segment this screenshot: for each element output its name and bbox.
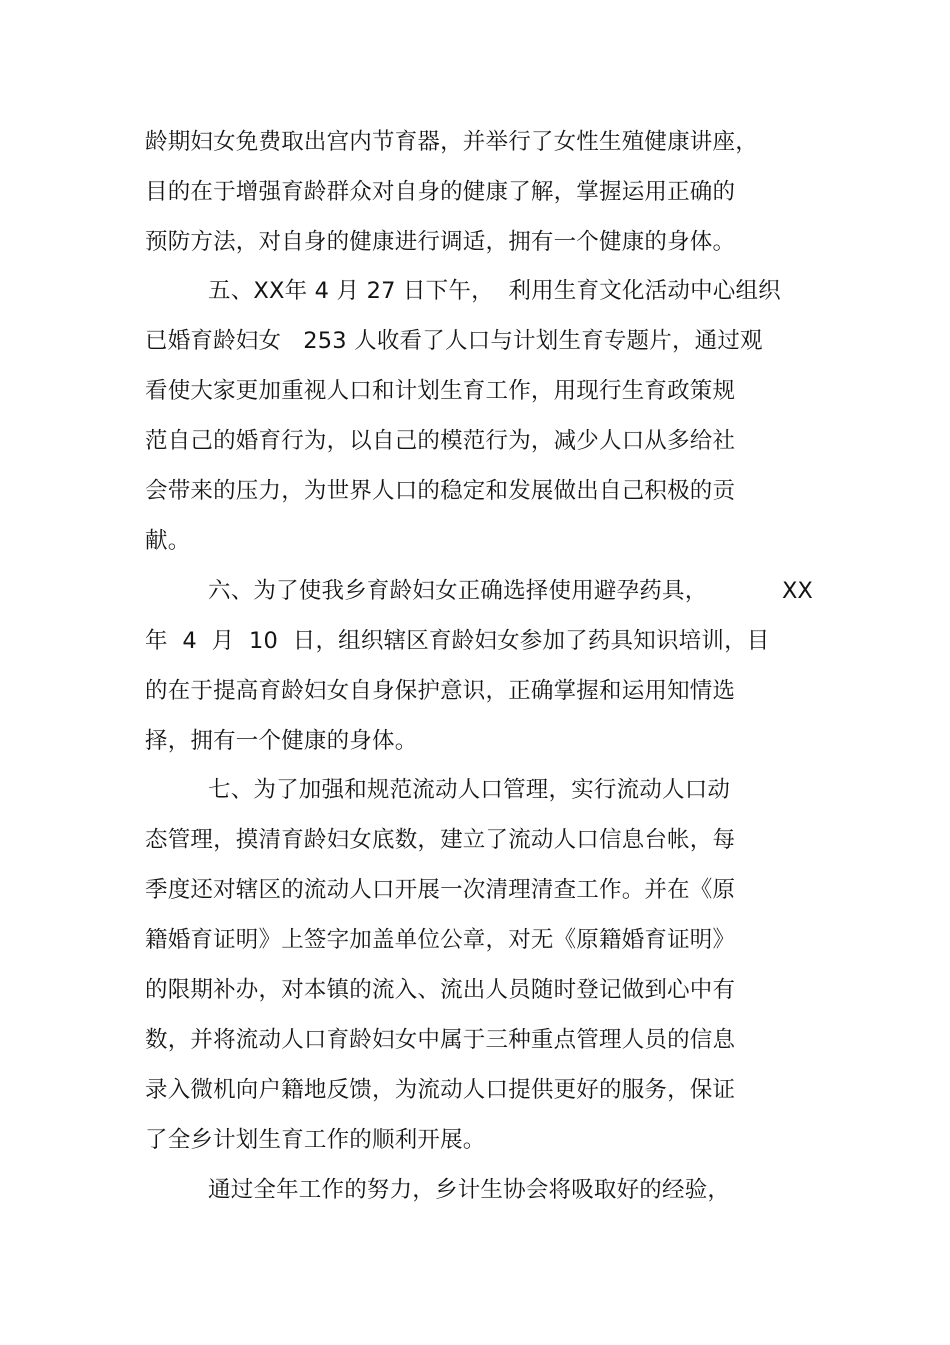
paragraph-line: 龄期妇女免费取出宫内节育器，并举行了女性生殖健康讲座，: [145, 129, 758, 155]
paragraph-line: 择，拥有一个健康的身体。: [145, 728, 418, 754]
paragraph-line: 五、XX年 4 月 27 日下午， 利用生育文化活动中心组织: [208, 278, 781, 304]
paragraph-line: 的限期补办，对本镇的流入、流出人员随时登记做到心中有: [145, 977, 736, 1003]
paragraph-line: 的在于提高育龄妇女自身保护意识，正确掌握和运用知情选: [145, 678, 736, 704]
paragraph-line: 季度还对辖区的流动人口开展一次清理清查工作。并在《原: [145, 877, 736, 903]
paragraph-line-tail: XX: [782, 578, 813, 604]
paragraph-line: 六、为了使我乡育龄妇女正确选择使用避孕药具，: [208, 578, 708, 604]
paragraph-line: 目的在于增强育龄群众对自身的健康了解，掌握运用正确的: [145, 179, 736, 205]
paragraph-line: 七、为了加强和规范流动人口管理，实行流动人口动: [208, 777, 731, 803]
paragraph-line: 看使大家更加重视人口和计划生育工作，用现行生育政策规: [145, 378, 736, 404]
paragraph-line: 范自己的婚育行为，以自己的模范行为，减少人口从多给社: [145, 428, 736, 454]
paragraph-line: 预防方法，对自身的健康进行调适，拥有一个健康的身体。: [145, 229, 736, 255]
paragraph-line: 录入微机向户籍地反馈，为流动人口提供更好的服务，保证: [145, 1077, 736, 1103]
paragraph-line: 通过全年工作的努力，乡计生协会将吸取好的经验，: [208, 1177, 731, 1203]
paragraph-line: 数，并将流动人口育龄妇女中属于三种重点管理人员的信息: [145, 1027, 736, 1053]
paragraph-line: 会带来的压力，为世界人口的稳定和发展做出自己积极的贡: [145, 478, 736, 504]
paragraph-line: 籍婚育证明》上签字加盖单位公章，对无《原籍婚育证明》: [145, 927, 736, 953]
paragraph-line: 了全乡计划生育工作的顺利开展。: [145, 1127, 486, 1153]
paragraph-line: 年 4 月 10 日，组织辖区育龄妇女参加了药具知识培训，目: [145, 628, 770, 654]
paragraph-line: 已婚育龄妇女 253 人收看了人口与计划生育专题片，通过观: [145, 328, 763, 354]
paragraph-line: 献。: [145, 528, 191, 554]
paragraph-line: 态管理，摸清育龄妇女底数，建立了流动人口信息台帐，每: [145, 827, 736, 853]
